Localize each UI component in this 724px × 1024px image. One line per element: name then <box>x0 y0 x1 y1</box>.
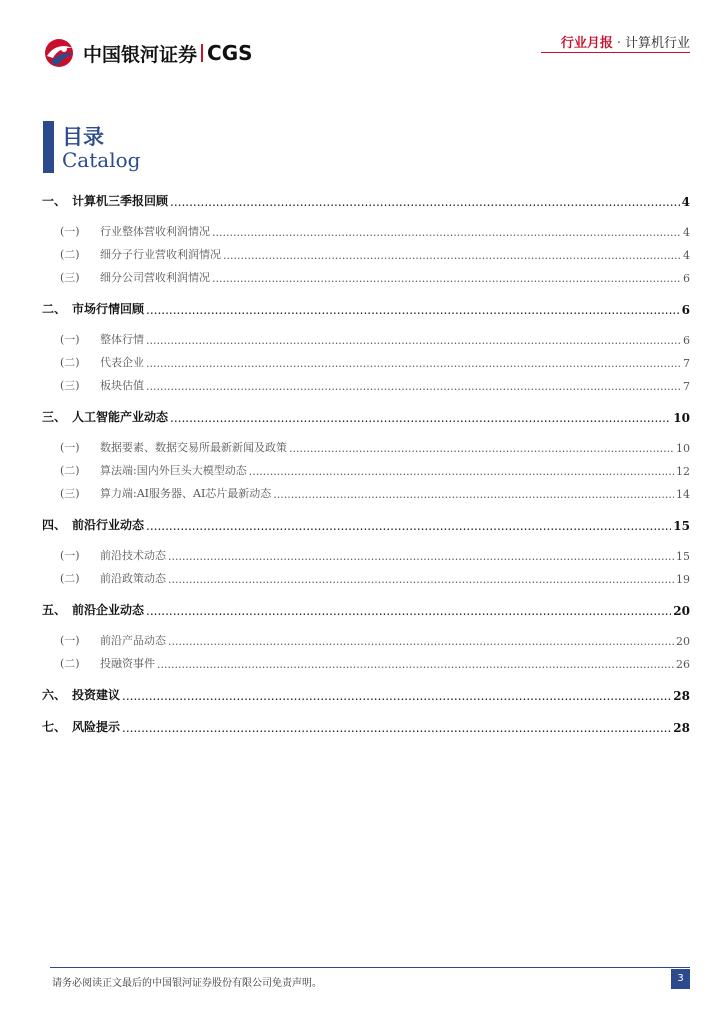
toc-entry-title: 数据要素、数据交易所最新新闻及政策 <box>100 441 287 454</box>
toc-leader-dots <box>168 550 674 563</box>
toc-leader-dots <box>122 721 671 735</box>
toc-entry-title: 板块估值 <box>100 379 144 392</box>
toc-entry-page: 6 <box>683 334 690 347</box>
toc-leader-dots <box>146 604 671 618</box>
toc-entry-title: 行业整体营收利润情况 <box>100 225 210 238</box>
toc-leader-dots <box>146 380 680 393</box>
toc-entry-number: (三) <box>60 271 80 284</box>
toc-spacer <box>42 586 690 595</box>
toc-leader-dots <box>273 488 674 501</box>
toc-section-entry[interactable] <box>42 370 690 393</box>
title-accent-bar <box>43 121 54 173</box>
toc-entry-number: (三) <box>60 487 80 500</box>
toc-spacer <box>42 618 690 625</box>
toc-entry-number: 一、 <box>42 194 67 208</box>
footer-rule <box>50 967 690 968</box>
toc-entry-number: (三) <box>60 379 80 392</box>
toc-section-entry[interactable] <box>42 324 690 347</box>
page-number: 3 <box>671 969 690 989</box>
toc-leader-dots <box>146 334 680 347</box>
toc-entry-number: (二) <box>60 356 80 369</box>
toc-entry-title: 前沿技术动态 <box>100 549 166 562</box>
toc-entry-title: 投资建议 <box>72 688 121 702</box>
title-en: Catalog <box>62 148 141 172</box>
toc-entry-number: (一) <box>60 634 80 647</box>
toc-entry-page: 12 <box>676 465 690 478</box>
toc-spacer <box>42 317 690 324</box>
toc-entry-page: 15 <box>673 519 690 533</box>
footer-disclaimer: 请务必阅读正文最后的中国银河证券股份有限公司免责声明。 <box>52 978 322 989</box>
toc-leader-dots <box>168 573 674 586</box>
toc-entry-page: 28 <box>673 721 690 735</box>
toc-entry-page: 4 <box>683 226 690 239</box>
toc-entry-page: 26 <box>676 658 690 671</box>
toc-entry-number: (二) <box>60 657 80 670</box>
logo-text-cn: 中国银河证券 <box>83 43 198 66</box>
toc-entry-title: 前沿产品动态 <box>100 634 166 647</box>
toc-chapter-entry[interactable] <box>42 294 690 317</box>
toc-entry-page: 6 <box>683 272 690 285</box>
toc-entry-number: 六、 <box>42 688 67 702</box>
toc-entry-number: 七、 <box>42 720 67 734</box>
toc-entry-page: 10 <box>673 411 690 425</box>
toc-entry-title: 投融资事件 <box>100 657 155 670</box>
toc-entry-title: 前沿行业动态 <box>72 518 145 532</box>
toc-section-entry[interactable] <box>42 239 690 262</box>
toc-chapter-entry[interactable] <box>42 712 690 735</box>
toc-entry-number: 二、 <box>42 302 67 316</box>
toc-leader-dots <box>168 635 674 648</box>
toc-entry-title: 代表企业 <box>100 356 144 369</box>
toc-leader-dots <box>289 442 674 455</box>
report-type: 行业月报 <box>560 36 613 51</box>
industry-name: 计算机行业 <box>624 36 690 51</box>
toc-section-entry[interactable] <box>42 432 690 455</box>
toc-entry-title: 细分子行业营收利润情况 <box>100 248 221 261</box>
header-rule <box>541 52 690 53</box>
toc-entry-page: 7 <box>683 357 690 370</box>
toc-chapter-entry[interactable] <box>42 595 690 618</box>
toc-leader-dots <box>249 465 674 478</box>
toc-entry-number: (一) <box>60 225 80 238</box>
toc-entry-title: 前沿政策动态 <box>100 572 166 585</box>
toc-section-entry[interactable] <box>42 625 690 648</box>
toc-entry-page: 19 <box>676 573 690 586</box>
toc-entry-page: 4 <box>681 195 690 209</box>
toc-entry-number: (二) <box>60 572 80 585</box>
toc-entry-page: 4 <box>683 249 690 262</box>
toc-leader-dots <box>170 411 671 425</box>
toc-entry-page: 28 <box>673 689 690 703</box>
toc-leader-dots <box>170 195 680 209</box>
toc-entry-page: 20 <box>676 635 690 648</box>
toc-entry-title: 算力端:AI服务器、AI芯片最新动态 <box>100 487 272 500</box>
toc-section-entry[interactable] <box>42 216 690 239</box>
toc-spacer <box>42 209 690 216</box>
toc-entry-page: 14 <box>676 488 690 501</box>
table-of-contents <box>42 186 690 735</box>
toc-entry-title: 整体行情 <box>100 333 144 346</box>
toc-entry-page: 6 <box>681 303 690 317</box>
toc-entry-page: 20 <box>673 604 690 618</box>
toc-leader-dots <box>122 689 671 703</box>
toc-spacer <box>42 671 690 680</box>
toc-section-entry[interactable] <box>42 648 690 671</box>
toc-entry-number: (一) <box>60 441 80 454</box>
toc-leader-dots <box>146 303 680 317</box>
toc-leader-dots <box>146 357 680 370</box>
toc-entry-title: 人工智能产业动态 <box>72 410 169 424</box>
toc-entry-number: 三、 <box>42 410 67 424</box>
toc-section-entry[interactable] <box>42 347 690 370</box>
toc-leader-dots <box>212 226 680 239</box>
logo-divider <box>201 44 203 62</box>
toc-chapter-entry[interactable] <box>42 510 690 533</box>
toc-section-entry[interactable] <box>42 455 690 478</box>
toc-spacer <box>42 533 690 540</box>
toc-entry-number: (一) <box>60 549 80 562</box>
toc-spacer <box>42 393 690 402</box>
toc-entry-page: 10 <box>676 442 690 455</box>
toc-spacer <box>42 425 690 432</box>
toc-section-entry[interactable] <box>42 563 690 586</box>
toc-entry-number: (二) <box>60 464 80 477</box>
toc-entry-page: 7 <box>683 380 690 393</box>
toc-entry-title: 细分公司营收利润情况 <box>100 271 210 284</box>
toc-entry-number: 四、 <box>42 518 67 532</box>
page-header <box>0 0 724 80</box>
toc-entry-title: 市场行情回顾 <box>72 302 145 316</box>
toc-chapter-entry[interactable] <box>42 186 690 209</box>
cgs-logo-icon <box>43 38 77 68</box>
toc-entry-number: (一) <box>60 333 80 346</box>
toc-section-entry[interactable] <box>42 478 690 501</box>
toc-entry-title: 算法端:国内外巨头大模型动态 <box>100 464 247 477</box>
toc-leader-dots <box>223 249 680 262</box>
toc-chapter-entry[interactable] <box>42 680 690 703</box>
toc-spacer <box>42 285 690 294</box>
toc-entry-title: 风险提示 <box>72 720 121 734</box>
report-category <box>561 32 690 51</box>
toc-entry-number: (二) <box>60 248 80 261</box>
toc-leader-dots <box>212 272 680 285</box>
toc-entry-title: 前沿企业动态 <box>72 603 145 617</box>
toc-leader-dots <box>157 658 674 671</box>
toc-section-entry[interactable] <box>42 262 690 285</box>
toc-entry-page: 15 <box>676 550 690 563</box>
toc-section-entry[interactable] <box>42 540 690 563</box>
header-separator: · <box>616 36 621 51</box>
logo-text-en: CGS <box>207 41 253 65</box>
toc-chapter-entry[interactable] <box>42 402 690 425</box>
toc-spacer <box>42 703 690 712</box>
toc-entry-title: 计算机三季报回顾 <box>72 194 169 208</box>
toc-spacer <box>42 501 690 510</box>
company-logo <box>43 38 253 68</box>
toc-entry-number: 五、 <box>42 603 67 617</box>
title-cn: 目录 <box>62 125 104 149</box>
toc-leader-dots <box>146 519 671 533</box>
